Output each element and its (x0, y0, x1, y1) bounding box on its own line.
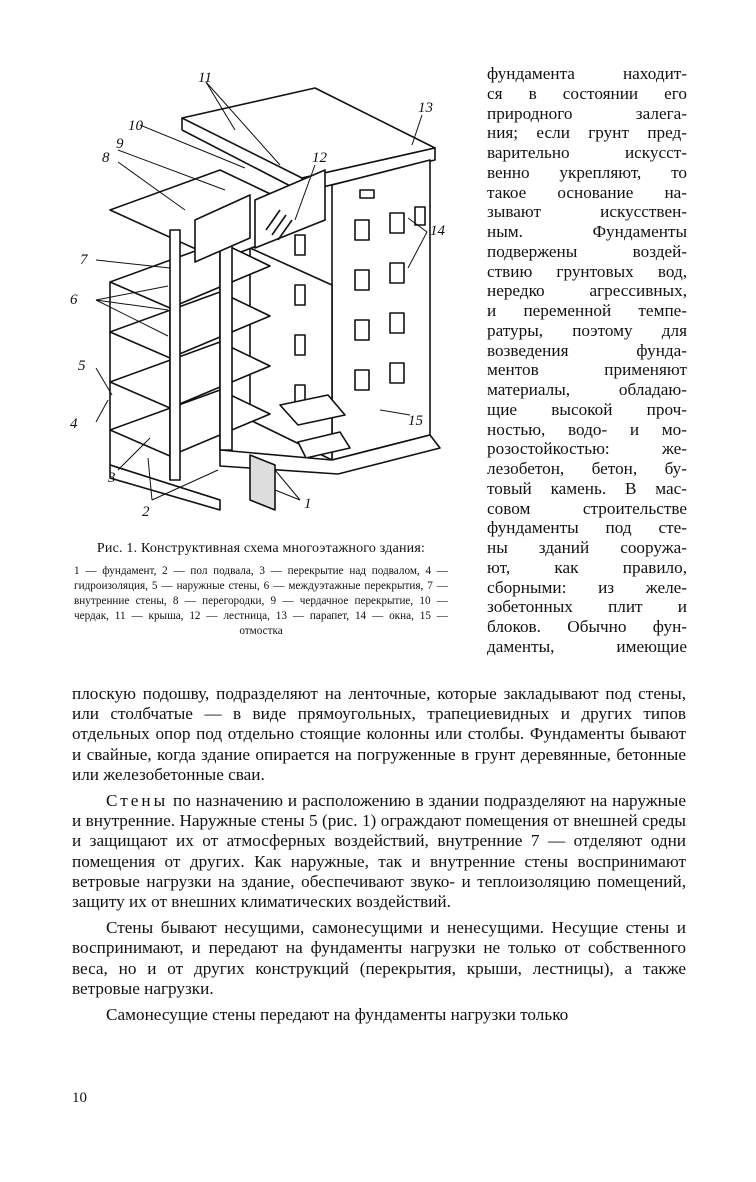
text-line: возведения фунда- (487, 340, 687, 360)
label-14: 14 (430, 223, 445, 239)
label-2: 2 (142, 504, 150, 520)
text-line: природного залега- (487, 103, 687, 123)
text-line: ся в состоянии его (487, 83, 687, 103)
label-4: 4 (70, 416, 78, 432)
text-line: варительно искусст- (487, 143, 687, 162)
building-drawing (70, 70, 460, 530)
text-line: фундамента находит- (487, 64, 687, 83)
text-line: материалы, обладаю- (487, 380, 687, 399)
text-line: и переменной темпе- (487, 301, 687, 320)
paragraph-foundations: плоскую подошву, подразделяют на ленточные, которые закладывают под стены, или столбчатые — в виде прямоугольных, трапециевидных и других типов отдельных опор под отдельно стоящие колонны или столбы. Фундаменты бывают и свайные, когда здание опирается на погруженные в грунт деревянные, бетонные или железобетонные сваи. (72, 684, 686, 784)
text-line: сборными: из желе- (487, 577, 687, 597)
label-1: 1 (304, 496, 312, 512)
label-5: 5 (78, 358, 86, 374)
label-3: 3 (108, 470, 116, 486)
paragraph-self-bearing: Самонесущие стены передают на фундаменты нагрузки только (106, 1005, 569, 1025)
label-11: 11 (198, 70, 212, 86)
text-line: совом строительстве (487, 498, 687, 518)
label-8: 8 (102, 150, 110, 166)
text-line: ствию грунтовых вод, (487, 261, 687, 281)
text-line: нередко агрессивных, (487, 281, 687, 301)
text-line: блоков. Обычно фун- (487, 617, 687, 636)
text-line: щие высокой проч- (487, 399, 687, 419)
text-line: ют, как правило, (487, 557, 687, 577)
text-line: фундаменты под сте- (487, 518, 687, 538)
label-15: 15 (408, 413, 423, 429)
paragraph-walls (72, 791, 686, 912)
paragraph-wall-types: Стены бывают несущими, самонесущими и ненесущими. Несущие стены и воспринимают, и передают на фундаменты нагрузки не только от собственного веса, но и от других конструкций (перекрытия, крыши, лестницы), а также ветровые нагрузки. (72, 918, 686, 998)
label-13: 13 (418, 100, 433, 116)
page-number: 10 (72, 1090, 87, 1106)
right-text-column (487, 64, 687, 657)
text-line: зобетонных плит и (487, 597, 687, 617)
text-line: ны зданий сооружа- (487, 538, 687, 557)
label-6: 6 (70, 292, 78, 308)
label-7: 7 (80, 252, 88, 268)
label-9: 9 (116, 136, 124, 152)
caption-legend: 1 — фундамент, 2 — пол подвала, 3 — перекрытие над подвалом, 4 — гидроизоляция, 5 — наружные стены, 6 — междуэтажные перекрытия, 7 — внутренние стены, 8 — перегородки, 9 — чердачное перекрытие, 10 — чердак, 11 — крыша, 12 — лестница, 13 — парапет, 14 — окна, 15 — отмостка (74, 565, 448, 637)
text-line: подвержены воздей- (487, 241, 687, 261)
paragraph-walls-text: по назначению и расположению в здании подразделяют на наружные и внутренние. Наружные стены 5 (рис. 1) ограждают помещения от внешней среды и защищают их от атмосферных воздействий, внутренние 7 — отделяют одни помещения от других. Как наружные, так и внутренние стены воспринимают ветровые нагрузки на здание, обеспечивают звуко- и теплоизоляцию помещений, защиту их от внешних климатических воздействий. (72, 791, 686, 912)
text-line: даменты, имеющие (487, 636, 687, 656)
text-line: зывают искусствен- (487, 202, 687, 222)
term-walls: Стены (106, 791, 169, 811)
text-line: ратуры, поэтому для (487, 320, 687, 340)
text-line: венно укрепляют, то (487, 162, 687, 182)
caption-title: Рис. 1. Конструктивная схема многоэтажного здания: (96, 541, 426, 556)
text-line: ментов применяют (487, 360, 687, 380)
label-10: 10 (128, 118, 143, 134)
text-line: товый камень. В мас- (487, 478, 687, 498)
foundation-block (250, 455, 275, 510)
figure-caption (72, 540, 450, 639)
main-text (72, 684, 686, 1025)
building-diagram (70, 70, 460, 530)
text-line: ностью, водо- и мо- (487, 419, 687, 439)
text-line: розостойкостью: же- (487, 439, 687, 459)
text-line: такое основание на- (487, 182, 687, 202)
label-12: 12 (312, 150, 327, 166)
text-line: ния; если грунт пред- (487, 123, 687, 143)
text-line: ным. Фундаменты (487, 222, 687, 241)
text-line: лезобетон, бетон, бу- (487, 459, 687, 478)
